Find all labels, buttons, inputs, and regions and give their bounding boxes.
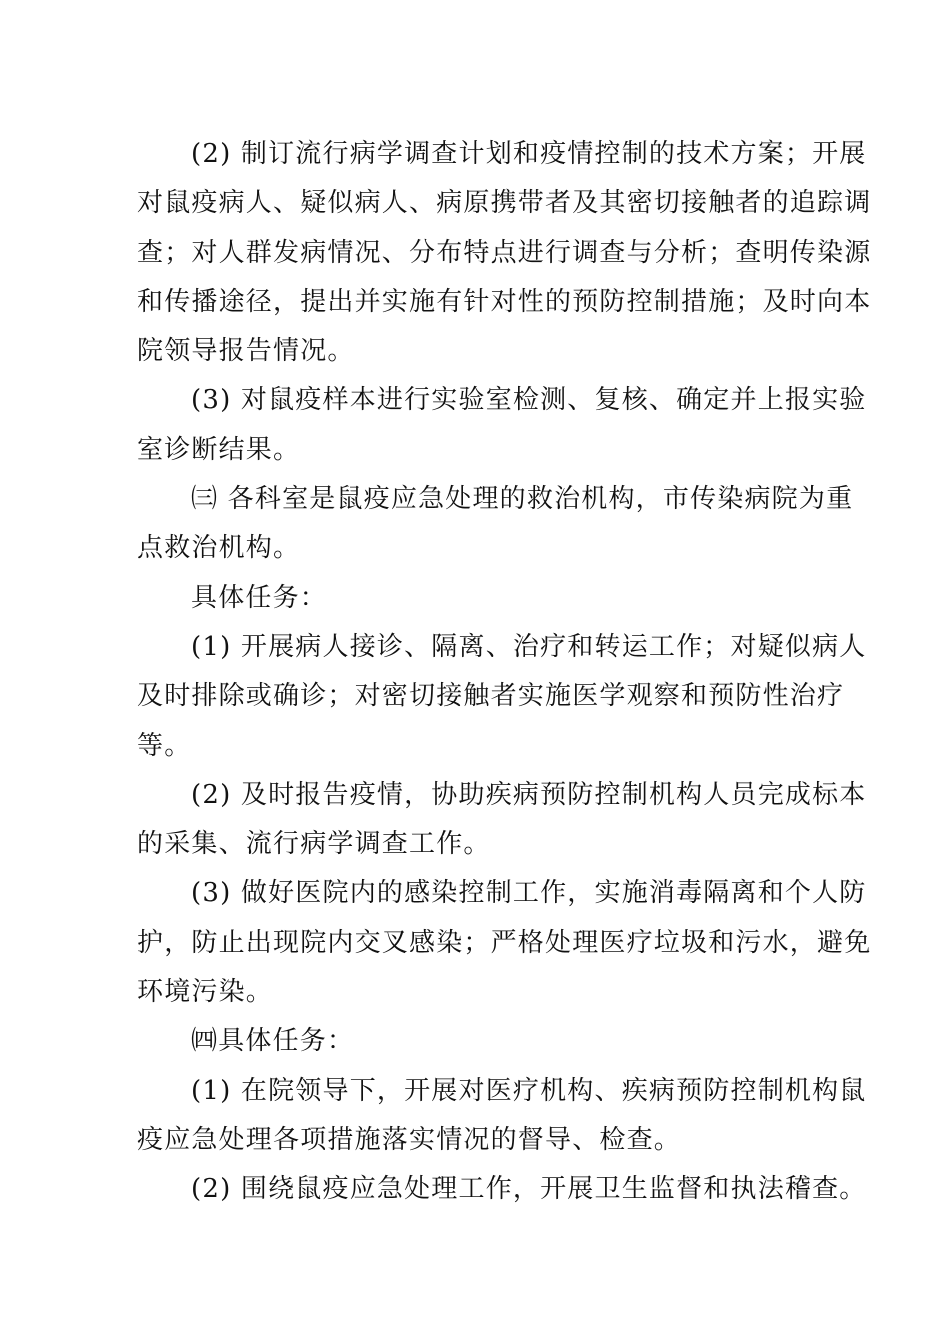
text-line: 的采集、流行病学调查工作。 — [137, 829, 491, 860]
text-line: 和传播途径，提出并实施有针对性的预防控制措施；及时向本 — [137, 286, 872, 317]
text-line: (1) 在院领导下，开展对医疗机构、疾病预防控制机构鼠 — [191, 1075, 867, 1106]
text-line: 疫应急处理各项措施落实情况的督导、检查。 — [137, 1124, 682, 1155]
text-line: ㈢ 各科室是鼠疫应急处理的救治机构，市传染病院为重 — [191, 484, 854, 515]
text-line: 环境污染。 — [137, 977, 274, 1008]
text-line: (2) 围绕鼠疫应急处理工作，开展卫生监督和执法稽查。 — [191, 1174, 867, 1205]
text-line: (3) 对鼠疫样本进行实验室检测、复核、确定并上报实验 — [191, 385, 867, 416]
text-line: 室诊断结果。 — [137, 434, 301, 465]
document-body — [137, 130, 872, 1215]
text-line: (3) 做好医院内的感染控制工作，实施消毒隔离和个人防 — [191, 878, 867, 909]
text-line: (1) 开展病人接诊、隔离、治疗和转运工作；对疑似病人 — [191, 631, 867, 662]
text-line: 查；对人群发病情况、分布特点进行调查与分析；查明传染源 — [137, 237, 872, 268]
text-line: 点救治机构。 — [137, 533, 301, 564]
text-line: 具体任务： — [191, 582, 328, 613]
text-line: (2) 及时报告疫情，协助疾病预防控制机构人员完成标本 — [191, 779, 867, 810]
text-line: 等。 — [137, 730, 192, 761]
text-line: 院领导报告情况。 — [137, 336, 355, 367]
text-line: ㈣具体任务： — [191, 1026, 355, 1057]
text-line: 对鼠疫病人、疑似病人、病原携带者及其密切接触者的追踪调 — [137, 188, 872, 219]
text-line: 护，防止出现院内交叉感染；严格处理医疗垃圾和污水，避免 — [137, 927, 872, 958]
text-line: 及时排除或确诊；对密切接触者实施医学观察和预防性治疗 — [137, 681, 845, 712]
text-line: (2) 制订流行病学调查计划和疫情控制的技术方案；开展 — [191, 139, 867, 169]
